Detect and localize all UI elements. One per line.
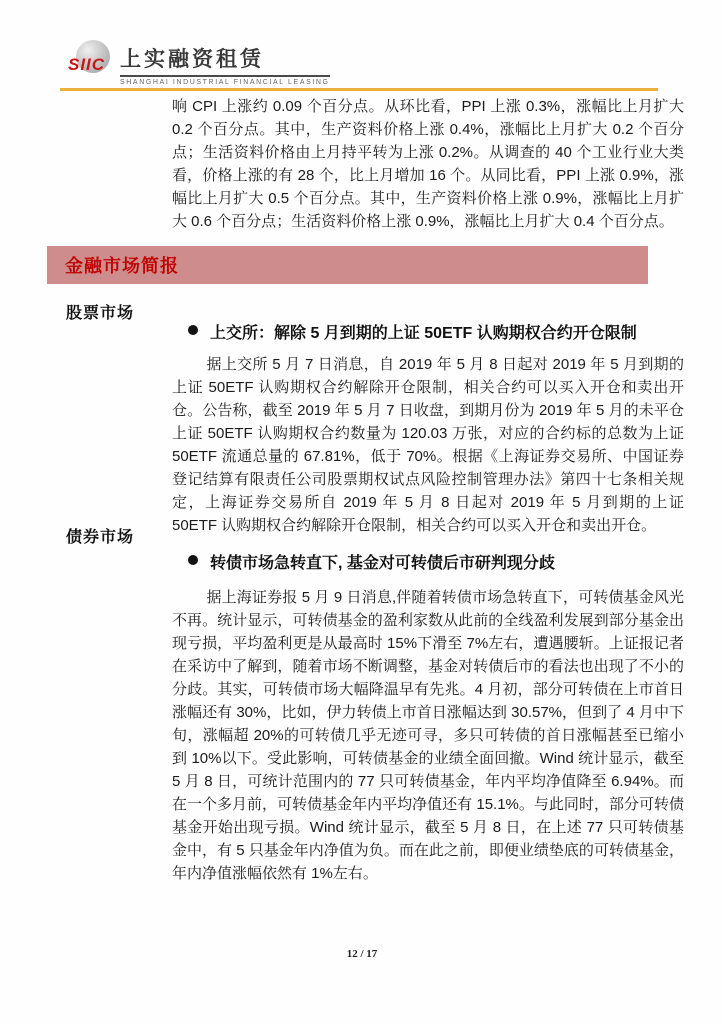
bullet-title: 转债市场急转直下, 基金对可转债后市研判现分歧: [210, 555, 555, 572]
bullet-item-stock: [188, 320, 674, 343]
bullet-icon: [188, 555, 198, 565]
bond-market-body: 据上海证券报 5 月 9 日消息,伴随着转债市场急转直下，可转债基金风光不再。统计显示，可转债基金的盈利家数从此前的全线盈利发展到部分基金出现亏损，平均盈利更是从最高时 15%下滑至 7%左右，遭遇腰斩。上证报记者在采访中了解到，随着市场不断调整，基金对转债后市的看法也出现了不小的分歧。其实，可转债市场大幅降温早有先兆。4 月初，部分可转债在上市首日涨幅还有 30%，比如，伊力转债上市首日涨幅达到 30.57%，但到了 4 月中下旬，涨幅超 20%的可转债几乎无迹可寻，多只可转债的首日涨幅甚至已缩小到 10%以下。受此影响，可转债基金的业绩全面回撤。Wind 统计显示，截至 5 月 8 日，可统计范围内的 77 只可转债基金，年内平均净值降至 6.94%。而在一个多月前，可转债基金年内平均净值还有 15.1%。与此同时，部分可转债基金开始出现亏损。Wind 统计显示，截至 5 月 8 日，在上述 77 只可转债基金中，有 5 只基金年内净值为负。而在此之前，即便业绩垫底的可转债基金，年内净值涨幅依然有 1%左右。: [172, 589, 684, 882]
siic-logo-icon: [70, 40, 114, 76]
intro-paragraph: 响 CPI 上涨约 0.09 个百分点。从环比看，PPI 上涨 0.3%，涨幅比上月扩大 0.2 个百分点。其中，生产资料价格上涨 0.4%，涨幅比上月扩大 0.2 个百分点；生活资料价格由上月持平转为上涨 0.2%。从调查的 40 个工业行业大类看，价格上涨的有 28 个，比上月增加 16 个。从同比看，PPI 上涨 0.9%，涨幅比上月扩大 0.5 个百分点。其中，生产资料价格上涨 0.9%，涨幅比上月扩大 0.6 个百分点；生活资料价格上涨 0.9%，涨幅比上月扩大 0.4 个百分点。: [172, 98, 684, 230]
logo-names: [120, 40, 330, 86]
section-banner: [47, 246, 648, 284]
header-rule: [60, 88, 658, 91]
section-heading-bond-market: 债券市场: [66, 529, 135, 546]
company-name-cn: 上实融资租赁: [120, 43, 330, 77]
logo-siic-text: SIIC: [68, 55, 106, 74]
section-heading-stock-market: 股票市场: [66, 305, 135, 322]
stock-market-body: 据上交所 5 月 7 日消息，自 2019 年 5 月 8 日起对 2019 年 5 月到期的上证 50ETF 认购期权合约解除开仓限制，相关合约可以买入开仓和卖出开仓。公告称，截至 2019 年 5 月 7 日收盘，到期月份为 2019 年 5 月的未平仓上证 50ETF 认购期权合约数量为 120.03 万张，对应的合约标的总数为上证 50ETF 流通总量的 67.81%，低于 70%。根据《上海证券交易所、中国证券登记结算有限责任公司股票期权试点风险控制管理办法》第四十七条相关规定，上海证券交易所自 2019 年 5 月 8 日起对 2019 年 5 月到期的上证 50ETF 认购期权合约解除开仓限制，相关合约可以买入开仓和卖出开仓。: [172, 356, 684, 534]
bullet-item-bond: [188, 550, 674, 573]
bullet-icon: [188, 325, 198, 335]
company-name-en: SHANGHAI INDUSTRIAL FINANCIAL LEASING: [120, 79, 330, 86]
company-logo: [70, 40, 330, 86]
bullet-title: 上交所：解除 5 月到期的上证 50ETF 认购期权合约开仓限制: [210, 325, 637, 342]
banner-title: 金融市场简报: [65, 256, 179, 276]
page-number: 12 / 17: [346, 948, 378, 960]
